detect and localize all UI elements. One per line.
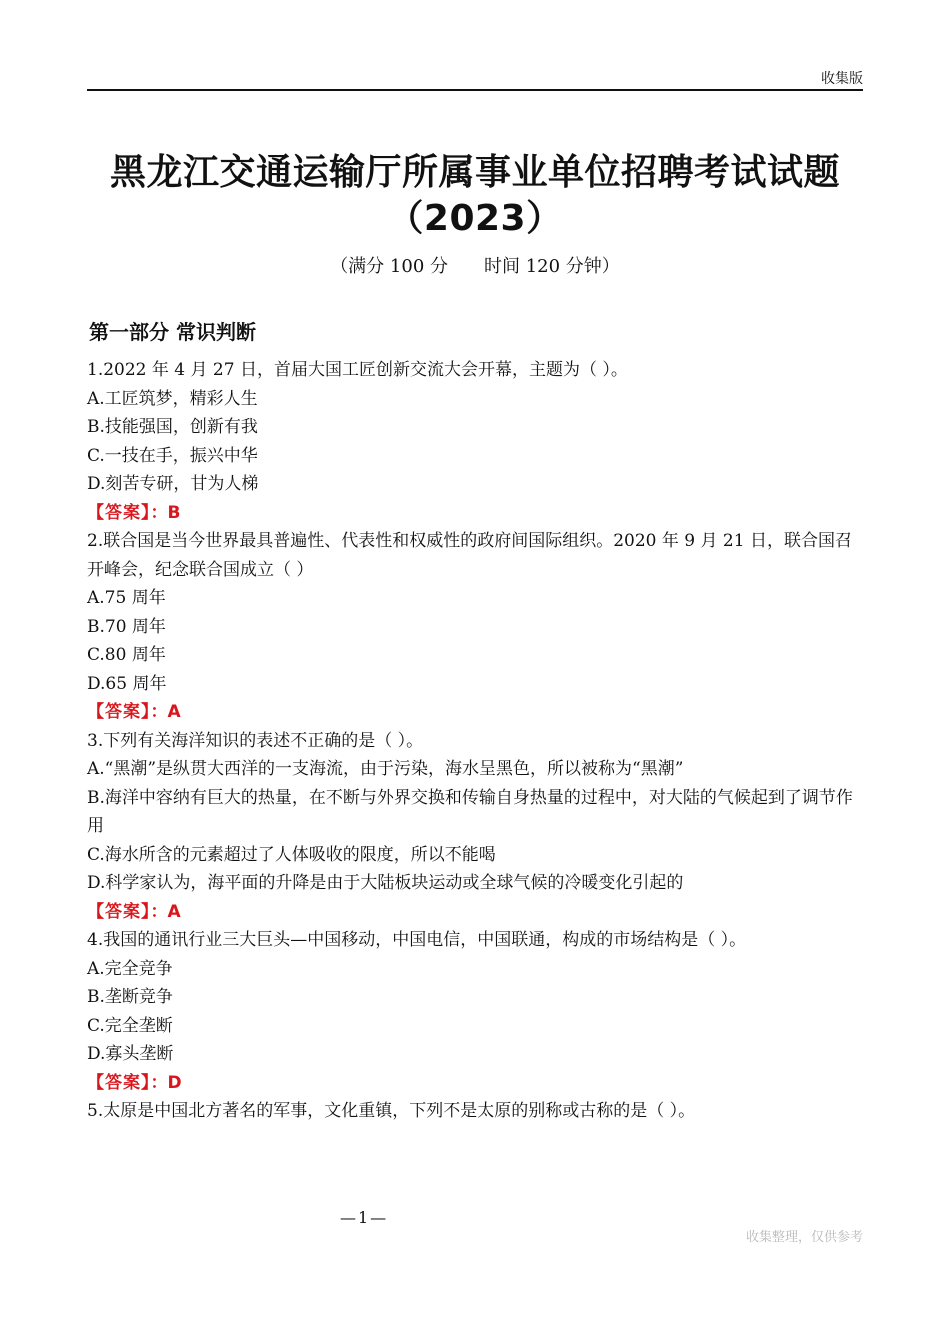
question-list	[87, 356, 863, 1126]
option-d: D.科学家认为，海平面的升降是由于大陆板块运动或全球气候的冷暖变化引起的	[87, 873, 684, 893]
answer-value: ：B	[150, 502, 181, 523]
option-c: C.80 周年	[87, 645, 166, 665]
question-stem: 2.联合国是当今世界最具普遍性、代表性和权威性的政府间国际组织。2020 年 9 月 21 日，联合国召开峰会，纪念联合国成立（ ）	[87, 531, 852, 580]
title-line-2: （2023）	[387, 198, 563, 239]
answer-label: 【答案】	[87, 901, 151, 922]
question-3	[87, 727, 863, 927]
question-stem: 4.我国的通讯行业三大巨头—中国移动，中国电信，中国联通，构成的市场结构是（ ）。	[87, 930, 747, 950]
option-a: A.75 周年	[87, 588, 166, 608]
answer-label: 【答案】	[87, 502, 151, 523]
option-b: B.技能强国，创新有我	[87, 417, 258, 437]
answer-value: ：D	[150, 1072, 182, 1093]
page-number: —1—	[340, 1208, 389, 1227]
option-a: A.工匠筑梦，精彩人生	[87, 388, 258, 409]
option-b: B.海洋中容纳有巨大的热量，在不断与外界交换和传输自身热量的过程中，对大陆的气候起到了调节作用	[87, 787, 853, 836]
header-tag: 收集版	[821, 71, 863, 87]
section-heading: 第一部分 常识判断	[89, 320, 256, 344]
option-a: A.完全竞争	[87, 958, 173, 979]
question-4	[87, 926, 863, 1097]
answer-line	[87, 698, 863, 727]
footer-note: 收集整理，仅供参考	[745, 1230, 863, 1245]
answer-value: ：A	[150, 702, 181, 722]
question-5	[87, 1097, 863, 1126]
answer-value: ：A	[150, 901, 181, 922]
option-c: C.海水所含的元素超过了人体吸收的限度，所以不能喝	[87, 844, 496, 865]
option-d: D.刻苦专研，甘为人梯	[87, 474, 259, 494]
title-line-1: 黑龙江交通运输厅所属事业单位招聘考试试题	[109, 152, 840, 193]
page-title	[0, 150, 950, 242]
answer-line	[87, 898, 863, 927]
option-d: D.65 周年	[87, 673, 167, 694]
answer-line	[87, 1069, 863, 1098]
answer-label: 【答案】	[87, 1072, 151, 1093]
option-d: D.寡头垄断	[87, 1044, 174, 1064]
question-1	[87, 356, 863, 527]
option-c: C.完全垄断	[87, 1015, 173, 1036]
option-b: B.70 周年	[87, 616, 166, 637]
answer-line	[87, 499, 863, 528]
exam-score: （满分 100 分	[330, 256, 448, 277]
option-a: A.“黑潮”是纵贯大西洋的一支海流，由于污染，海水呈黑色，所以被称为“黑潮”	[87, 759, 684, 779]
option-c: C.一技在手，振兴中华	[87, 445, 258, 466]
question-stem: 3.下列有关海洋知识的表述不正确的是（ ）。	[87, 730, 424, 751]
header-rule	[87, 89, 863, 91]
question-stem: 5.太原是中国北方著名的军事，文化重镇，下列不是太原的别称或古称的是（ ）。	[87, 1101, 696, 1121]
option-b: B.垄断竞争	[87, 987, 173, 1007]
exam-time: 时间 120 分钟）	[484, 256, 620, 277]
question-stem: 1.2022 年 4 月 27 日，首届大国工匠创新交流大会开幕，主题为（ ）。	[87, 360, 628, 380]
exam-info	[0, 252, 950, 278]
answer-label: 【答案】	[87, 702, 151, 722]
question-2	[87, 527, 863, 727]
